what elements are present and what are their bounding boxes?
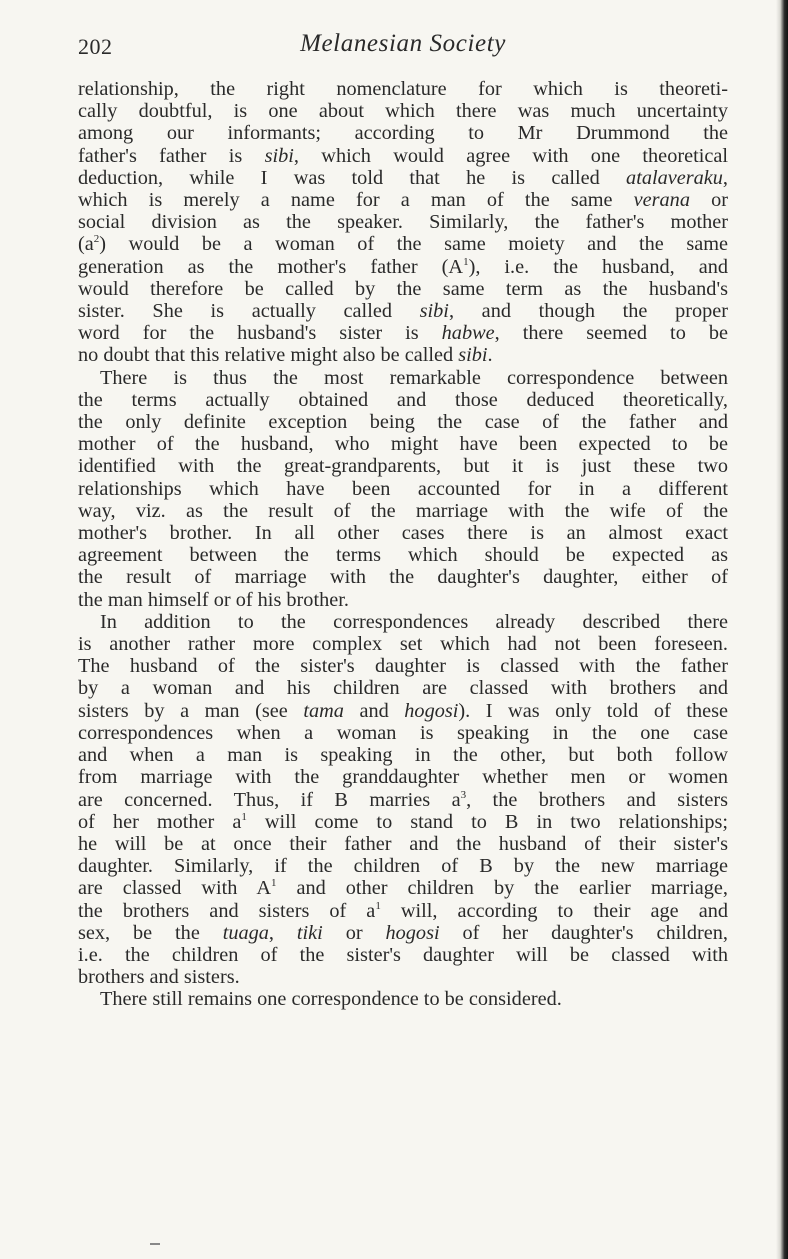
paragraph-4 [78, 988, 728, 1010]
text-line: the man himself or of his brother. [78, 588, 349, 611]
text-line: $(a^2)$ would be a woman of the same moiety and the same [78, 233, 728, 256]
text-line: would therefore be called by the same term as the husband's [78, 277, 728, 300]
text-line: social division as the speaker. Similarly, the father's mother [78, 211, 728, 234]
text-line: sister. She is actually called sibi, and though the proper [78, 300, 729, 323]
text-line: is another rather more complex set which had not been foreseen. [78, 633, 728, 656]
footer-mark [150, 1243, 160, 1245]
text-line: sex, be the tuaga, tiki or hogosi of her daughter's children, [78, 921, 728, 944]
text-line: father's father is sibi, which would agree with one theoretical [78, 144, 728, 167]
text-line: among our informants; according to Mr Drummond the [78, 122, 728, 145]
text-line: no doubt that this relative might also be called sibi. [78, 344, 493, 367]
page-header [78, 30, 728, 64]
body-text [78, 78, 728, 1011]
text-line: There still remains one correspondence to be considered. [100, 988, 562, 1011]
text-line: correspondences when a woman is speaking in the one case [78, 721, 728, 744]
text-line: the terms actually obtained and those deduced theoretically, [78, 388, 728, 411]
text-line: word for the husband's sister is habwe, there seemed to be [78, 322, 728, 345]
text-line: are concerned. Thus, if B marries $a^3$, the brothers and sisters [78, 788, 728, 811]
text-line: he will be at once their father and the husband of their sister's [78, 832, 728, 855]
text-line: i.e. the children of the sister's daughter will be classed with [78, 943, 728, 966]
text-line: relationships which have been accounted for in a different [78, 477, 728, 500]
paragraph-3 [78, 611, 728, 988]
page-number: 202 [78, 34, 113, 59]
text-line: which is merely a name for a man of the same verana or [78, 189, 728, 212]
text-line: agreement between the terms which should be expected as [78, 544, 728, 567]
text-line: deduction, while I was told that he is called atalaveraku, [78, 166, 728, 189]
text-line: from marriage with the granddaughter whether men or women [78, 766, 728, 789]
text-line: relationship, the right nomenclature for which is theoreti- [78, 78, 728, 100]
text-line: cally doubtful, is one about which there was much uncertainty [78, 100, 728, 123]
text-line: are classed with $A^1$ and other children by the earlier marriage, [78, 877, 728, 900]
text-line: mother of the husband, who might have been expected to be [78, 433, 728, 456]
paragraph-1 [78, 78, 728, 367]
text-line: There is thus the most remarkable correspondence between [100, 366, 728, 389]
text-line: generation as the mother's father $(A^1)$, i.e. the husband, and [78, 255, 728, 278]
text-line: the only definite exception being the case of the father and [78, 411, 728, 434]
text-line: the result of marriage with the daughter's daughter, either of [78, 566, 728, 589]
text-line: In addition to the correspondences already described there [100, 610, 728, 633]
paragraph-2 [78, 367, 728, 611]
text-line: way, viz. as the result of the marriage with the wife of the [78, 499, 728, 522]
running-title: Melanesian Society [300, 30, 506, 57]
text-line: brothers and sisters. [78, 966, 240, 989]
text-line: daughter. Similarly, if the children of B by the new marriage [78, 855, 728, 878]
text-line: the brothers and sisters of $a^1$ will, according to their age and [78, 899, 728, 922]
text-line: sisters by a man (see tama and hogosi). I was only told of these [78, 699, 728, 722]
page-edge-shadow [776, 0, 788, 1259]
text-line: identified with the great-grandparents, but it is just these two [78, 455, 728, 478]
text-line: and when a man is speaking in the other, but both follow [78, 744, 728, 767]
text-line: mother's brother. In all other cases there is an almost exact [78, 522, 728, 545]
text-line: The husband of the sister's daughter is classed with the father [78, 655, 728, 678]
text-line: of her mother $a^1$ will come to stand to B in two relationships; [78, 810, 729, 833]
text-line: by a woman and his children are classed with brothers and [78, 677, 728, 700]
